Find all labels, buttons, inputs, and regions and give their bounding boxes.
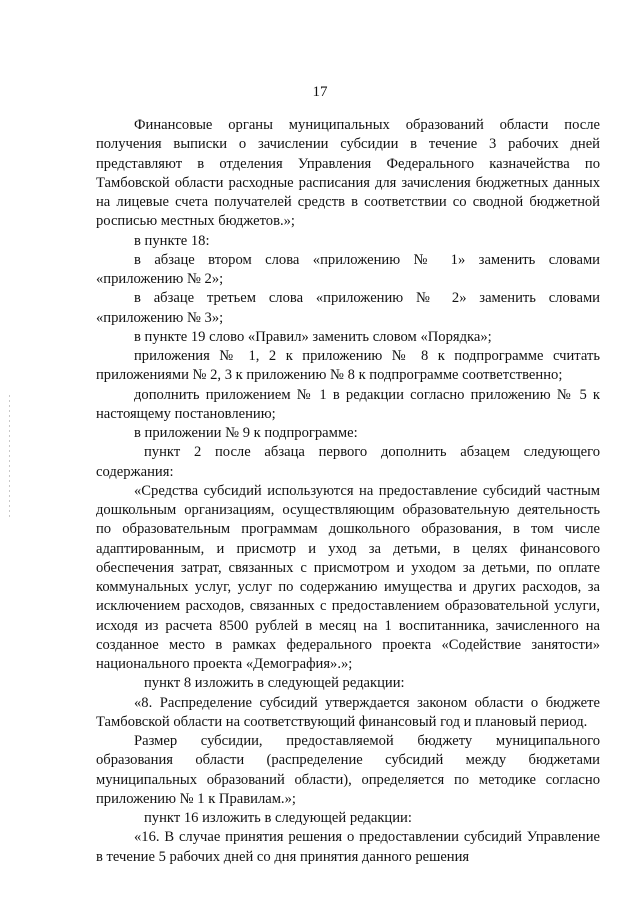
paragraph: в пункте 18: bbox=[134, 232, 210, 249]
document-body bbox=[96, 116, 600, 867]
scan-margin-mark bbox=[9, 395, 10, 520]
page-number: 17 bbox=[312, 84, 328, 100]
paragraph: в абзаце третьем слова «приложению № 2» заменить словами «приложению № 3»; bbox=[96, 290, 600, 326]
paragraph: в пункте 19 слово «Правил» заменить словом «Порядка»; bbox=[134, 328, 492, 345]
paragraph: Финансовые органы муниципальных образований области после получения выписки о зачислении субсидии в течение 3 рабочих дней представляют в отделения Управления Федерального казначейства по Тамбовской области расходные расписания для зачисления бюджетных данных на лицевые счета получателей средств в соответствии со сводной бюджетной росписью местных бюджетов.»; bbox=[96, 117, 600, 230]
paragraph: «Средства субсидий используются на предоставление субсидий частным дошкольным организациям, осуществляющим образовательную деятельность по образовательным программам дошкольного образования, в том числе адаптированным, и присмотр и уход за детьми, в целях финансового обеспечения затрат, связанных с присмотром и уходом за детьми, по оплате коммунальных услуг, услуг по содержанию имущества и других расходов, за исключением расходов, связанных с предоставлением образовательной услуги, исходя из расчета 8500 рублей в месяц на 1 воспитанника, зачисленного на созданное место в рамках федерального проекта «Содействие занятости» национального проекта «Демография».»; bbox=[96, 482, 600, 672]
paragraph: в приложении № 9 к подпрограмме: bbox=[134, 425, 358, 441]
paragraph: пункт 8 изложить в следующей редакции: bbox=[144, 675, 405, 692]
paragraph: «16. В случае принятия решения о предоставлении субсидий Управление в течение 5 рабочих дней со дня принятия данного решения bbox=[96, 829, 600, 865]
paragraph: в абзаце втором слова «приложению № 1» заменить словами «приложению № 2»; bbox=[96, 251, 600, 287]
paragraph: «8. Распределение субсидий утверждается законом области о бюджете Тамбовской области на соответствующий финансовый год и плановый период. bbox=[96, 694, 600, 730]
paragraph: дополнить приложением № 1 в редакции согласно приложению № 5 к настоящему постановлению; bbox=[96, 386, 600, 422]
paragraph: пункт 2 после абзаца первого дополнить абзацем следующего содержания: bbox=[96, 444, 600, 480]
paragraph: пункт 16 изложить в следующей редакции: bbox=[144, 810, 412, 826]
paragraph: Размер субсидии, предоставляемой бюджету муниципального образования области (распределение субсидий между бюджетами муниципальных образований области), определяется по методике согласно приложению № 1 к Правилам.»; bbox=[96, 733, 600, 807]
paragraph: приложения № 1, 2 к приложению № 8 к подпрограмме считать приложениями № 2, 3 к приложению № 8 к подпрограмме соответственно; bbox=[96, 348, 600, 384]
